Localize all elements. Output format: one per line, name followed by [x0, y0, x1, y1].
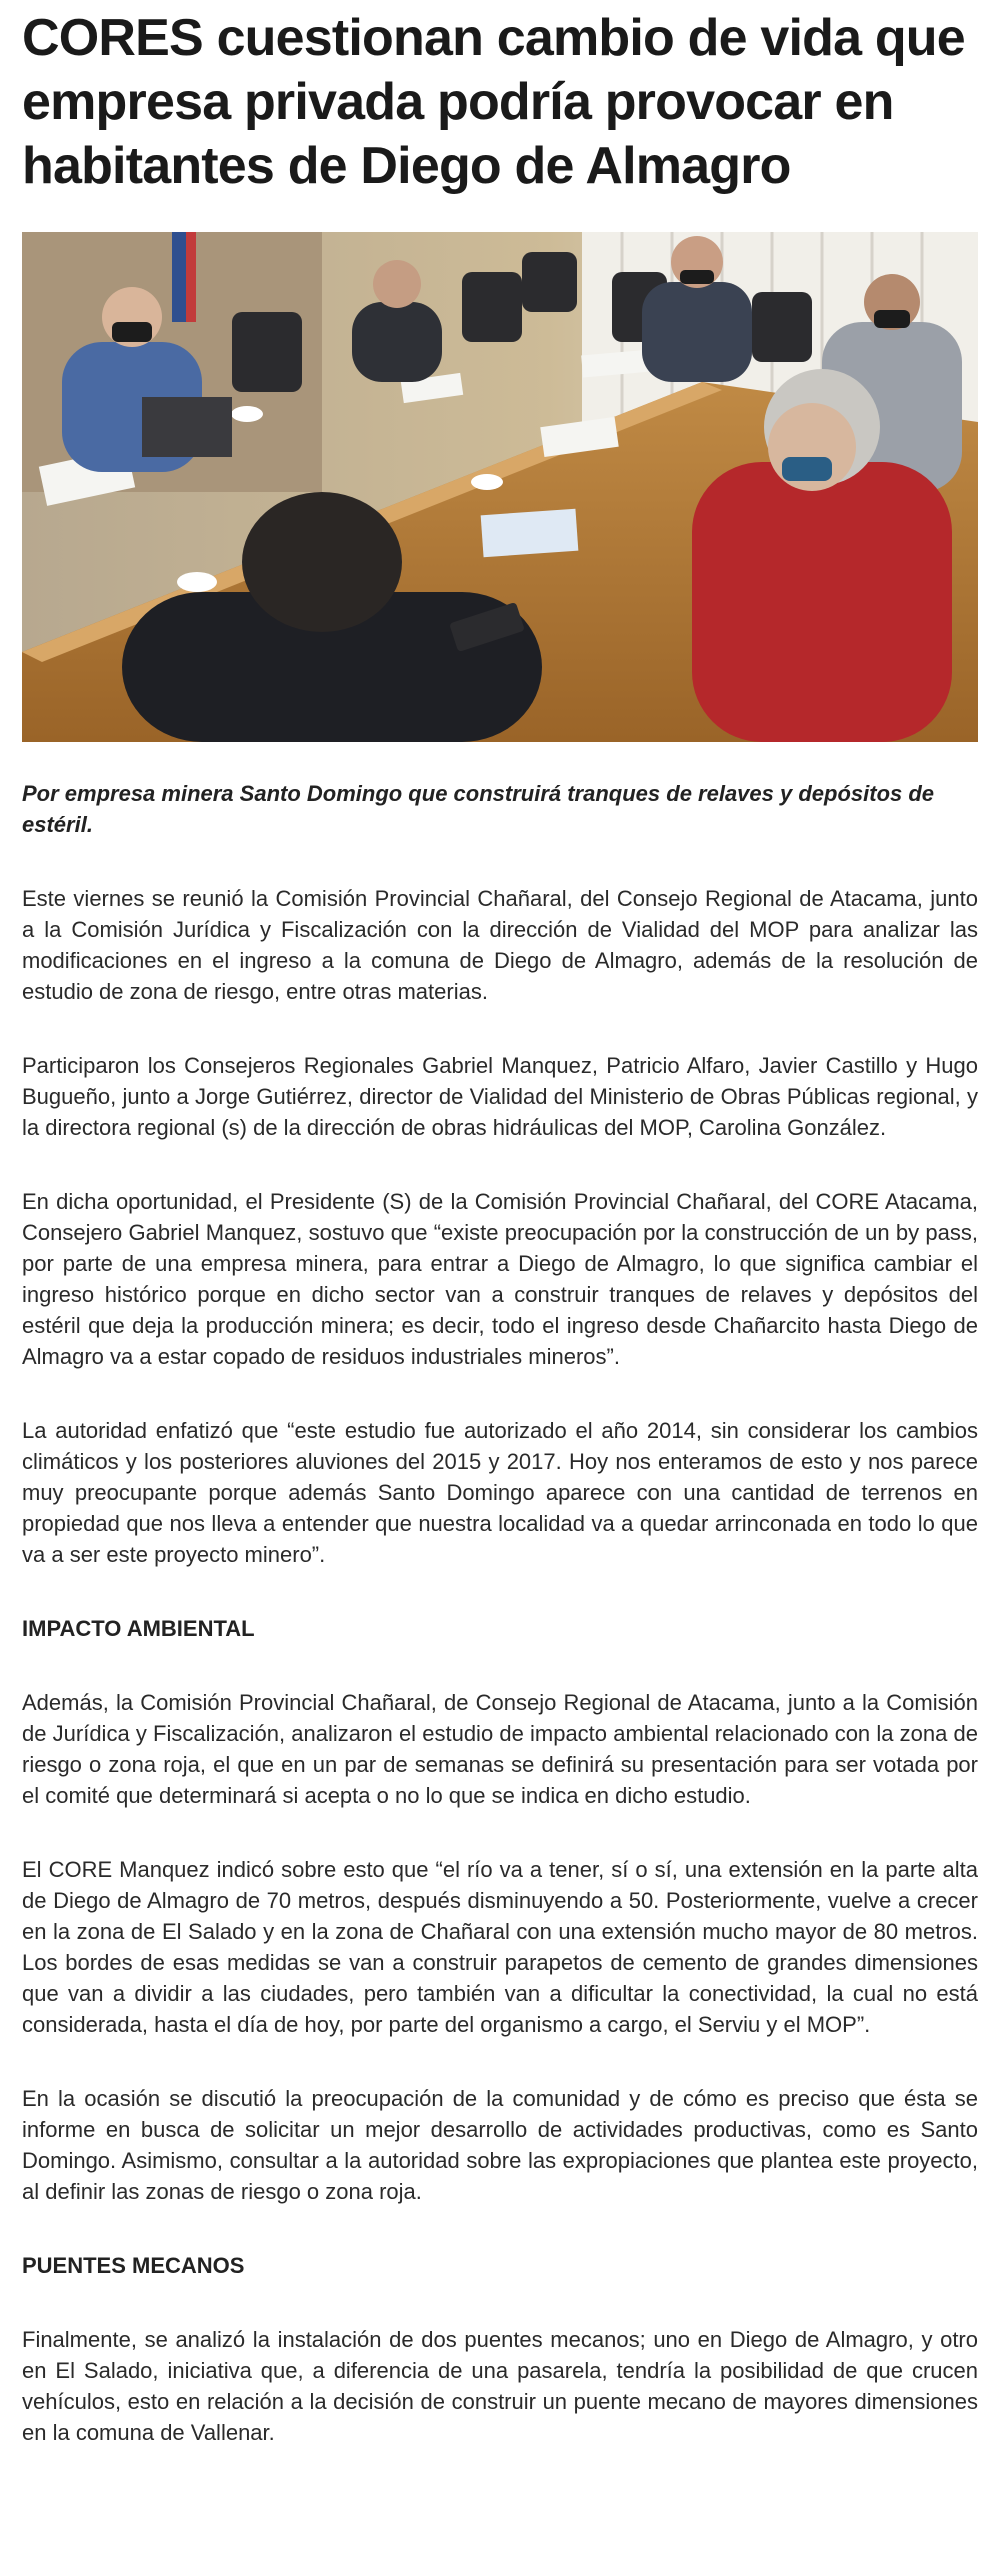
article — [22, 0, 978, 2448]
paragraph: Además, la Comisión Provincial Chañaral, de Consejo Regional de Atacama, junto a la Comisión de Jurídica y Fiscalización, analizaron el estudio de impacto ambiental relacionado con la zona de riesgo o zona roja, el que en un par de semanas se definirá su presentación para ser votada por el comité que determinará si acepta o no lo que se indica en dicho estudio. — [22, 1690, 978, 1808]
article-lead: Por empresa minera Santo Domingo que construirá tranques de relaves y depósitos de estéril. — [22, 781, 935, 837]
paragraph: Participaron los Consejeros Regionales Gabriel Manquez, Patricio Alfaro, Javier Castillo y Hugo Bugueño, junto a Jorge Gutiérrez, director de Vialidad del Ministerio de Obras Públicas regional, y la directora regional (s) de la dirección de obras hidráulicas del MOP, Carolina González. — [22, 1053, 978, 1140]
section-heading-impacto-ambiental: IMPACTO AMBIENTAL — [22, 1616, 255, 1641]
paragraph: El CORE Manquez indicó sobre esto que “el río va a tener, sí o sí, una extensión en la parte alta de Diego de Almagro de 70 metros, después disminuyendo a 50. Posteriormente, vuelve a crecer en la zona de El Salado y en la zona de Chañaral con una extensión mucho mayor de 80 metros. Los bordes de esas medidas se van a construir parapetos de cemento de grandes dimensiones que van a dividir a las ciudades, pero también van a dificultar la conectividad, la cual no está considerada, hasta el día de hoy, por parte del organismo a cargo, el Serviu y el MOP”. — [22, 1857, 978, 2037]
paragraph: La autoridad enfatizó que “este estudio fue autorizado el año 2014, sin considerar los cambios climáticos y los posteriores aluviones del 2015 y 2017. Hoy nos enteramos de esto y nos parece muy preocupante porque además Santo Domingo aparece con una cantidad de terrenos en propiedad que nos lleva a entender que nuestra localidad va a quedar arrinconada en todo lo que va a ser este proyecto minero”. — [22, 1418, 978, 1567]
paragraph: En la ocasión se discutió la preocupación de la comunidad y de cómo es preciso que ésta se informe en busca de solicitar un mejor desarrollo de actividades productivas, como es Santo Domingo. Asimismo, consultar a la autoridad sobre las expropiaciones que plantea este proyecto, al definir las zonas de riesgo o zona roja. — [22, 2086, 978, 2204]
article-title: CORES cuestionan cambio de vida que empresa privada podría provocar en habitantes de Diego de Almagro — [22, 9, 965, 195]
paragraph: Finalmente, se analizó la instalación de dos puentes mecanos; uno en Diego de Almagro, y otro en El Salado, iniciativa que, a diferencia de una pasarela, tendría la posibilidad de que crucen vehículos, esto en relación a la decisión de construir un puente mecano de mayores dimensiones en la comuna de Vallenar. — [22, 2327, 978, 2445]
meeting-photo — [22, 232, 978, 742]
section-heading-puentes-mecanos: PUENTES MECANOS — [22, 2253, 245, 2278]
paragraph: Este viernes se reunió la Comisión Provincial Chañaral, del Consejo Regional de Atacama, junto a la Comisión Jurídica y Fiscalización con la dirección de Vialidad del MOP para analizar las modificaciones en el ingreso a la comuna de Diego de Almagro, además de la resolución de estudio de zona de riesgo, entre otras materias. — [22, 886, 978, 1004]
paragraph: En dicha oportunidad, el Presidente (S) de la Comisión Provincial Chañaral, del CORE Atacama, Consejero Gabriel Manquez, sostuvo que “existe preocupación por la construcción de un by pass, por parte de una empresa minera, para entrar a Diego de Almagro, lo que significa cambiar el ingreso histórico porque en dicho sector van a construir tranques de relaves y depósitos del estéril que deja la producción minera; es decir, todo el ingreso desde Chañarcito hasta Diego de Almagro va a estar copado de residuos industriales mineros”. — [22, 1189, 978, 1369]
